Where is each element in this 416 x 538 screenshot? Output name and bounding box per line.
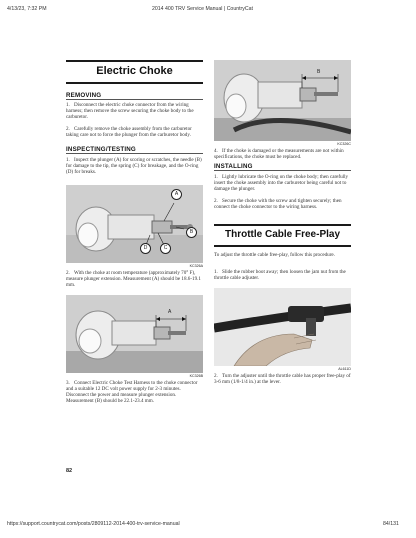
- plunger-extension-photo: [66, 295, 203, 373]
- throttle-lever-photo: [214, 288, 351, 366]
- plunger-extension-b-photo: [214, 60, 351, 141]
- figure-code: AL611D: [338, 367, 351, 371]
- title-rule-top: [66, 60, 203, 62]
- section-title-electric-choke: Electric Choke: [96, 65, 173, 77]
- throttle-intro: To adjust the throttle cable free-play, follow this procedure.: [214, 252, 335, 258]
- installing-step-1: 1. Lightly lubricate the O-ring on the choke body; then carefully insert the choke assembly into the carburetor being careful not to damage the plunger.: [214, 174, 349, 192]
- removing-step-1: 1. Disconnect the electric choke connector from the wiring harness; then remove the screw securing the choke body to the carburetor.: [66, 102, 194, 120]
- title-rule-top: [214, 224, 351, 226]
- plunger-extension-b-illustration: [214, 60, 351, 141]
- manual-page-number: 82: [66, 468, 73, 474]
- section-title-throttle-cable: Throttle Cable Free-Play: [224, 229, 341, 240]
- callout-b: B: [186, 227, 197, 238]
- installing-step-2: 2. Secure the choke with the screw and tighten securely; then connect the choke connector to the wiring harness.: [214, 198, 342, 210]
- print-url: https://support.countrycat.com/posts/2809112-2014-400-trv-service-manual: [7, 521, 180, 527]
- heading-removing: REMOVING: [66, 92, 102, 99]
- dimension-b-label: B: [317, 69, 321, 75]
- throttle-step-1: 1. Slide the rubber boot away; then loosen the jam nut from the throttle cable adjuster.: [214, 269, 346, 281]
- callout-c: C: [160, 243, 171, 254]
- inspect-step-3: 3. Connect Electric Choke Test Harness to the choke connector and a suitable 12 DC volt power supply for 2-3 minutes. Disconnect the power and measure plunger extension. Measurement (B) should be 22.1-23.4 mm.: [66, 380, 198, 404]
- title-rule-bottom: [214, 245, 351, 247]
- choke-components-illustration: [66, 185, 203, 263]
- inspect-step-1: 1. Inspect the plunger (A) for scoring or scratches, the needle (B) for damage to the tip, the spring (C) for breakage, and the O-ring (D) for breaks.: [66, 157, 202, 175]
- choke-components-photo: [66, 185, 203, 263]
- inspect-step-2: 2. With the choke at room temperature (approximately 70° F), measure plunger extension. Measurement (A) should be 18.6-19.1 mm.: [66, 270, 201, 288]
- heading-rule: [214, 170, 351, 171]
- heading-installing: INSTALLING: [214, 163, 253, 170]
- inspect-step-4: 4. If the choke is damaged or the measurements are not within specifications, the choke must be replaced.: [214, 148, 344, 160]
- callout-d: D: [140, 243, 151, 254]
- figure-code: KC326B: [189, 374, 203, 378]
- print-page-counter: 84/131: [383, 521, 399, 527]
- title-rule-bottom: [66, 82, 203, 84]
- heading-inspecting-testing: INSPECTING/TESTING: [66, 146, 136, 153]
- figure-code: KC326C: [337, 142, 351, 146]
- heading-rule: [66, 99, 203, 100]
- heading-rule: [66, 153, 203, 154]
- callout-a: A: [171, 189, 182, 200]
- throttle-step-2: 2. Turn the adjuster until the throttle cable has proper free-play of 3-6 mm (1/8-1/4 in.) at the lever.: [214, 373, 351, 385]
- throttle-lever-illustration: [214, 288, 351, 366]
- removing-step-2: 2. Carefully remove the choke assembly from the carburetor taking care not to force the plunger from the carburetor body.: [66, 126, 192, 138]
- plunger-extension-illustration: [66, 295, 203, 373]
- print-timestamp: 4/13/23, 7:32 PM: [7, 6, 47, 12]
- dimension-a-label: A: [168, 309, 172, 315]
- print-page-title: 2014 400 TRV Service Manual | CountryCat: [152, 6, 253, 12]
- figure-code: KC326A: [189, 264, 203, 268]
